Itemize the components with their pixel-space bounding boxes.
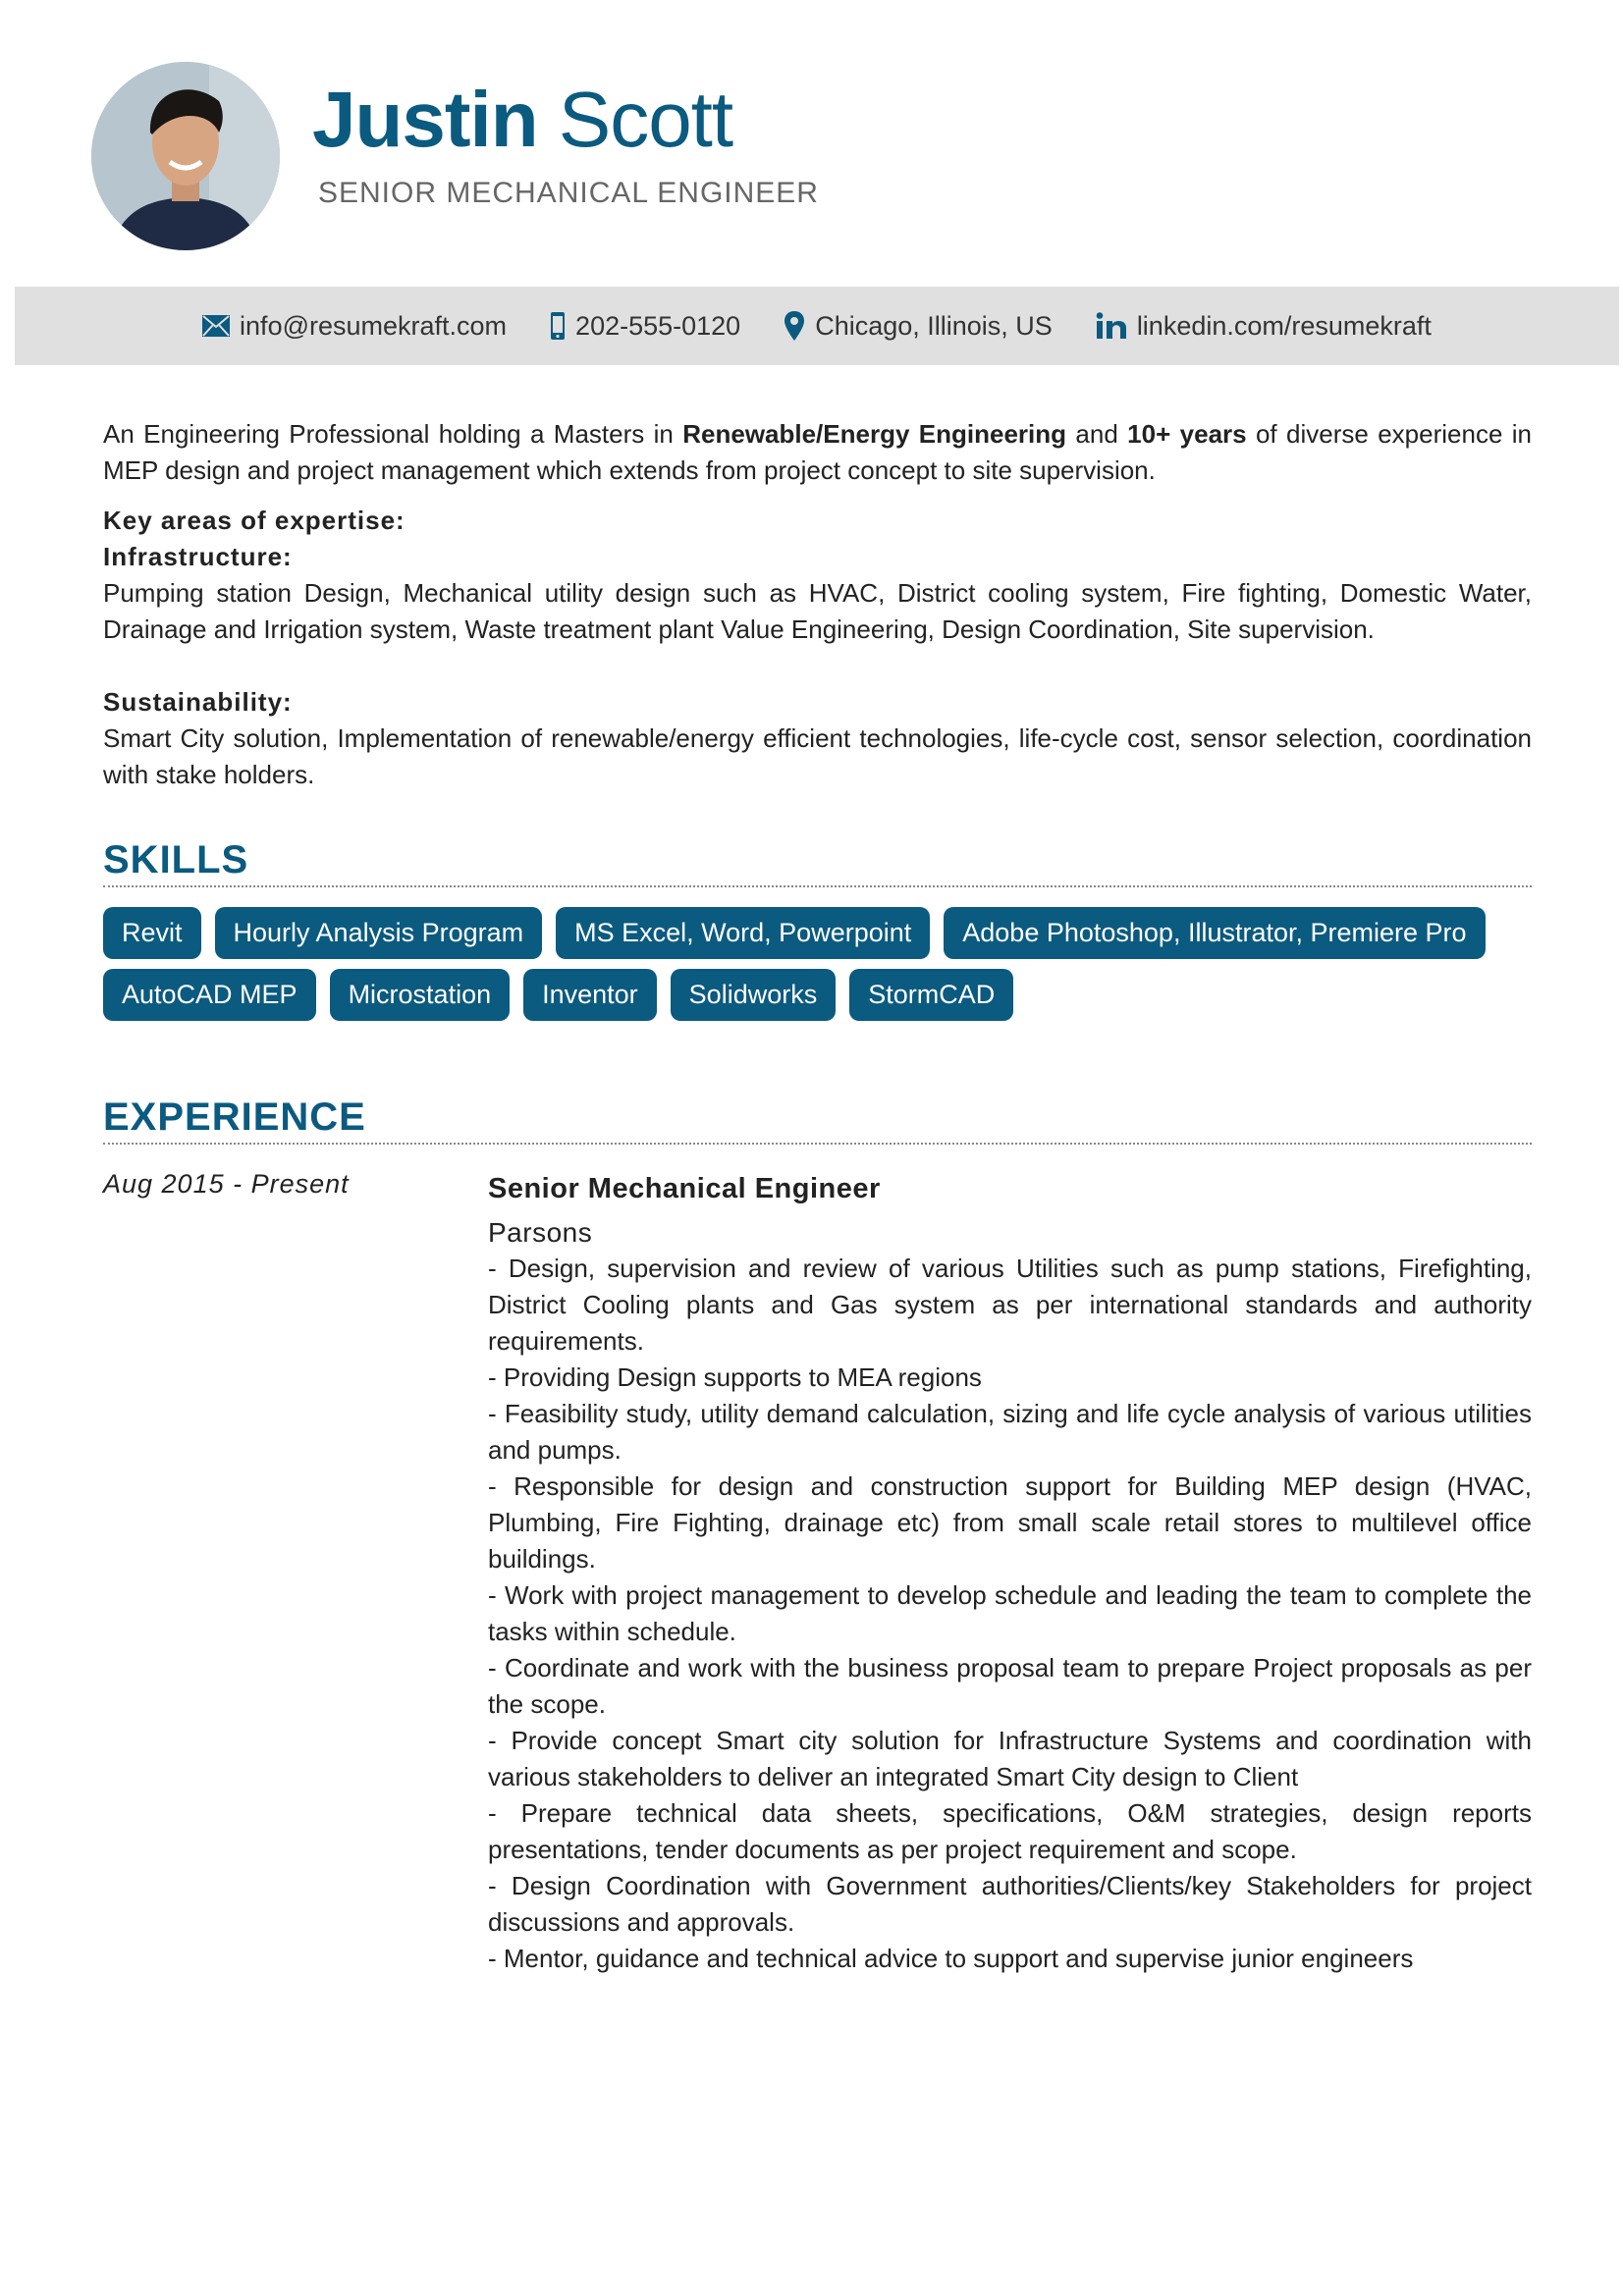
job-bullet: - Prepare technical data sheets, specifications, O&M strategies, design reports presentations, tender documents as per project requirement and scope. [488, 1798, 1532, 1864]
job-title-header: SENIOR MECHANICAL ENGINEER [318, 177, 819, 209]
summary-years: 10+ years [1127, 419, 1247, 449]
infrastructure-label: Infrastructure: [103, 542, 293, 571]
envelope-icon [202, 315, 230, 337]
summary-paragraph [103, 416, 1532, 489]
skill-tag: MS Excel, Word, Powerpoint [556, 907, 930, 959]
contact-email[interactable] [202, 311, 507, 342]
phone-text: 202-555-0120 [575, 310, 741, 341]
job-bullet: - Coordinate and work with the business proposal team to prepare Project proposals as per the scope. [488, 1653, 1532, 1719]
contact-linkedin[interactable] [1096, 311, 1432, 342]
resume-body [103, 416, 1532, 1977]
job-bullet: - Design Coordination with Government authorities/Clients/key Stakeholders for project discussions and approvals. [488, 1871, 1532, 1937]
summary-text: of diverse experience in MEP design and project management which extends from project concept to site supervision. [103, 419, 1533, 485]
contact-phone[interactable] [550, 311, 740, 342]
summary-text: and [1066, 419, 1128, 449]
job-dates: Aug 2015 - Present [103, 1169, 350, 1199]
candidate-name [312, 76, 733, 163]
skill-tag: Inventor [523, 969, 657, 1021]
linkedin-icon [1096, 312, 1127, 340]
job-bullet: - Design, supervision and review of various Utilities such as pump stations, Firefighting, District Cooling plants and Gas system as per international standards and authority requirements. [488, 1254, 1532, 1356]
experience-divider [103, 1143, 1532, 1145]
skill-tag: Hourly Analysis Program [215, 907, 543, 959]
job-details [488, 1166, 1532, 1977]
last-name: Scott [558, 76, 733, 163]
contact-bar [15, 287, 1619, 365]
experience-heading: EXPERIENCE [103, 1095, 366, 1139]
mobile-phone-icon [550, 311, 566, 341]
job-bullet: - Feasibility study, utility demand calculation, sizing and life cycle analysis of various utilities and pumps. [488, 1399, 1532, 1465]
key-areas-label: Key areas of expertise: [103, 506, 406, 535]
person-photo-icon [91, 62, 280, 250]
skill-tag: StormCAD [849, 969, 1013, 1021]
map-pin-icon [784, 310, 805, 342]
job-bullet: - Work with project management to develop schedule and leading the team to complete the tasks within schedule. [488, 1580, 1532, 1646]
summary-text: An Engineering Professional holding a Masters in [103, 419, 683, 449]
sustainability-label: Sustainability: [103, 687, 293, 717]
skill-tag: AutoCAD MEP [103, 969, 316, 1021]
skill-tag: Solidworks [671, 969, 837, 1021]
job-title: Senior Mechanical Engineer [488, 1173, 881, 1204]
linkedin-text: linkedin.com/resumekraft [1136, 310, 1432, 341]
job-bullet: - Responsible for design and construction support for Building MEP design (HVAC, Plumbing, Fire Fighting, drainage etc) from small scale retail stores to multilevel office buildings. [488, 1471, 1532, 1574]
job-bullet: - Provide concept Smart city solution for Infrastructure Systems and coordination with various stakeholders to deliver an integrated Smart City design to Client [488, 1726, 1532, 1791]
job-bullet: - Mentor, guidance and technical advice to support and supervise junior engineers [488, 1944, 1414, 1973]
skill-tag: Microstation [330, 969, 511, 1021]
sustainability-text: Smart City solution, Implementation of renewable/energy efficient technologies, life-cycle cost, sensor selection, coordination with stake holders. [103, 723, 1532, 789]
first-name: Justin [312, 76, 538, 163]
skills-heading: SKILLS [103, 838, 249, 881]
summary-degree: Renewable/Energy Engineering [682, 419, 1067, 449]
job-bullet: - Providing Design supports to MEA regions [488, 1362, 982, 1392]
contact-location [784, 310, 1053, 342]
skills-list [103, 907, 1532, 1021]
email-text: info@resumekraft.com [240, 310, 508, 341]
location-text: Chicago, Illinois, US [815, 310, 1053, 341]
infrastructure-text: Pumping station Design, Mechanical utility design such as HVAC, District cooling system, Fire fighting, Domestic Water, Drainage and Irrigation system, Waste treatment plant Value Engineering, Design Coordination, Site supervision. [103, 578, 1532, 644]
skill-tag: Adobe Photoshop, Illustrator, Premiere Pro [944, 907, 1485, 959]
profile-photo [91, 62, 280, 250]
experience-entry [103, 1166, 1532, 1977]
skills-divider [103, 885, 1532, 887]
skill-tag: Revit [103, 907, 201, 959]
company-name: Parsons [488, 1217, 593, 1248]
